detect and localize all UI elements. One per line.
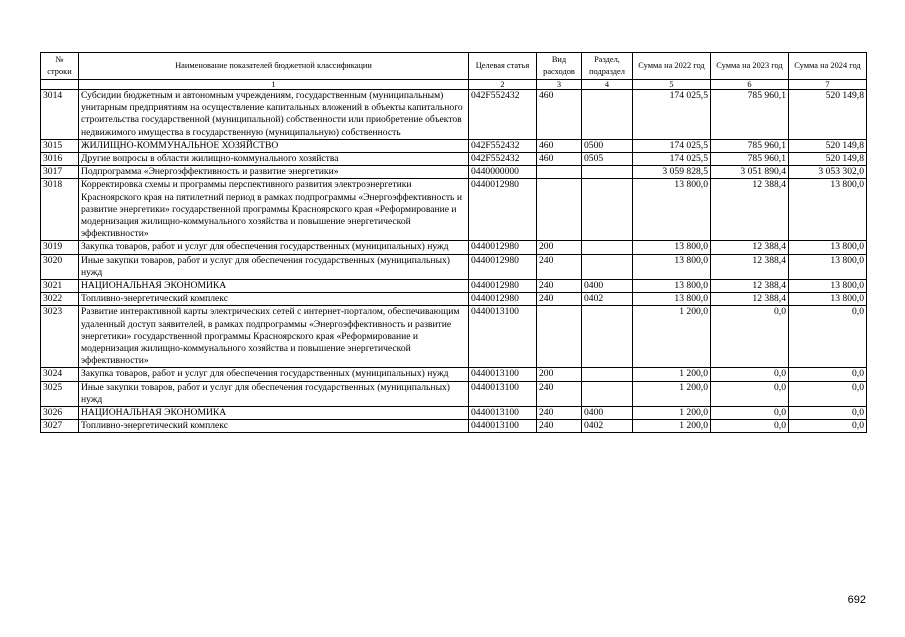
table-body [41,90,867,433]
table-row [41,293,867,306]
row-vid: 240 [537,420,582,433]
row-target-code: 042F552432 [469,139,537,152]
row-number: 3016 [41,153,79,166]
row-name: Другие вопросы в области жилищно-коммунального хозяйства [79,153,469,166]
row-number: 3027 [41,420,79,433]
row-name: Топливно-энергетический комплекс [79,420,469,433]
header-name: Наименование показателей бюджетной классификации [79,53,469,80]
column-number: 7 [789,80,867,90]
row-sum-2023: 12 388,4 [711,241,789,254]
row-sum-2022: 3 059 828,5 [633,166,711,179]
row-name: Развитие интерактивной карты электрических сетей с интернет-порталом, обеспечивающим удаленный доступ заявителей, в рамках подпрограммы «Энергоэффективность и развитие энергетики» государственной программы Красноярского края «Реформирование и модернизация жилищно-коммунального хозяйства и повышение энергетической эффективности» [79,306,469,368]
row-sum-2024: 13 800,0 [789,254,867,279]
row-number: 3025 [41,381,79,406]
row-number: 3023 [41,306,79,368]
row-target-code: 0440013100 [469,381,537,406]
header-row [41,53,867,80]
header-row-no: № строки [41,53,79,80]
row-number: 3024 [41,368,79,381]
row-sum-2024: 0,0 [789,420,867,433]
row-sum-2022: 13 800,0 [633,254,711,279]
row-number: 3021 [41,280,79,293]
row-sum-2023: 0,0 [711,407,789,420]
row-number: 3018 [41,179,79,241]
row-sum-2022: 13 800,0 [633,293,711,306]
table-row [41,381,867,406]
row-sum-2023: 12 388,4 [711,179,789,241]
row-sum-2022: 13 800,0 [633,179,711,241]
row-name: Корректировка схемы и программы перспективного развития электроэнергетики Красноярского края на пятилетний период в рамках подпрограммы «Энергоэффективность и развитие энергетики» государственной программы Красноярского края «Реформирование и модернизация жилищно-коммунального хозяйства и повышение энергетической эффективности» [79,179,469,241]
row-sum-2023: 0,0 [711,368,789,381]
row-razdel [582,179,633,241]
row-number: 3022 [41,293,79,306]
header-vid: Вид расходов [537,53,582,80]
row-sum-2024: 0,0 [789,381,867,406]
row-target-code: 042F552432 [469,153,537,166]
row-number: 3015 [41,139,79,152]
header-sum-2022: Сумма на 2022 год [633,53,711,80]
row-vid: 240 [537,293,582,306]
row-target-code: 0440000000 [469,166,537,179]
row-sum-2023: 0,0 [711,420,789,433]
row-name: Подпрограмма «Энергоэффективность и развитие энергетики» [79,166,469,179]
row-number: 3014 [41,90,79,140]
row-target-code: 0440013100 [469,306,537,368]
header-sum-2024: Сумма на 2024 год [789,53,867,80]
row-sum-2023: 0,0 [711,306,789,368]
row-vid: 200 [537,368,582,381]
row-sum-2024: 13 800,0 [789,241,867,254]
column-number: 4 [582,80,633,90]
table-row [41,241,867,254]
row-razdel: 0402 [582,293,633,306]
row-target-code: 0440012980 [469,241,537,254]
row-target-code: 042F552432 [469,90,537,140]
table-row [41,254,867,279]
row-sum-2024: 3 053 302,0 [789,166,867,179]
header-razdel: Раздел, подраздел [582,53,633,80]
row-vid [537,179,582,241]
table-row [41,179,867,241]
row-target-code: 0440013100 [469,420,537,433]
row-vid: 200 [537,241,582,254]
page-number: 692 [847,594,866,606]
row-sum-2022: 174 025,5 [633,153,711,166]
row-number: 3019 [41,241,79,254]
row-target-code: 0440012980 [469,179,537,241]
row-target-code: 0440012980 [469,293,537,306]
table-row [41,166,867,179]
row-sum-2022: 1 200,0 [633,368,711,381]
table-row [41,90,867,140]
row-sum-2024: 13 800,0 [789,280,867,293]
row-razdel [582,166,633,179]
row-razdel [582,368,633,381]
row-sum-2022: 13 800,0 [633,241,711,254]
row-razdel: 0400 [582,407,633,420]
row-number: 3026 [41,407,79,420]
row-name: Иные закупки товаров, работ и услуг для обеспечения государственных (муниципальных) нужд [79,254,469,279]
table-row [41,139,867,152]
row-sum-2022: 174 025,5 [633,139,711,152]
row-vid: 460 [537,153,582,166]
row-sum-2023: 12 388,4 [711,280,789,293]
row-razdel [582,241,633,254]
header-sum-2023: Сумма на 2023 год [711,53,789,80]
row-vid: 240 [537,381,582,406]
row-name: ЖИЛИЩНО-КОММУНАЛЬНОЕ ХОЗЯЙСТВО [79,139,469,152]
row-sum-2023: 12 388,4 [711,254,789,279]
row-sum-2022: 1 200,0 [633,407,711,420]
row-name: НАЦИОНАЛЬНАЯ ЭКОНОМИКА [79,280,469,293]
row-number: 3017 [41,166,79,179]
row-sum-2023: 0,0 [711,381,789,406]
row-vid [537,166,582,179]
row-razdel [582,254,633,279]
row-name: Иные закупки товаров, работ и услуг для обеспечения государственных (муниципальных) нужд [79,381,469,406]
row-sum-2023: 12 388,4 [711,293,789,306]
row-sum-2024: 13 800,0 [789,179,867,241]
row-razdel: 0402 [582,420,633,433]
row-target-code: 0440012980 [469,254,537,279]
column-number: 5 [633,80,711,90]
row-target-code: 0440012980 [469,280,537,293]
row-vid: 460 [537,139,582,152]
column-number-empty [41,80,79,90]
column-number-row [41,80,867,90]
budget-table [40,52,867,433]
row-razdel [582,381,633,406]
row-vid: 240 [537,407,582,420]
row-vid: 240 [537,254,582,279]
row-sum-2022: 13 800,0 [633,280,711,293]
column-number: 2 [469,80,537,90]
column-number: 3 [537,80,582,90]
row-sum-2024: 13 800,0 [789,293,867,306]
row-razdel: 0400 [582,280,633,293]
row-sum-2024: 0,0 [789,306,867,368]
row-razdel [582,306,633,368]
column-number: 1 [79,80,469,90]
row-number: 3020 [41,254,79,279]
table-row [41,306,867,368]
row-name: Закупка товаров, работ и услуг для обеспечения государственных (муниципальных) нужд [79,368,469,381]
row-name: НАЦИОНАЛЬНАЯ ЭКОНОМИКА [79,407,469,420]
table-row [41,280,867,293]
row-razdel: 0500 [582,139,633,152]
table-row [41,420,867,433]
row-sum-2022: 174 025,5 [633,90,711,140]
row-vid: 240 [537,280,582,293]
row-sum-2022: 1 200,0 [633,381,711,406]
row-target-code: 0440013100 [469,368,537,381]
row-sum-2022: 1 200,0 [633,420,711,433]
row-name: Субсидии бюджетным и автономным учреждениям, государственным (муниципальным) унитарным предприятиям на осуществление капитальных вложений в объекты капитального строительства государственной (муниципальной) собственности или приобретение объектов недвижимого имущества в государственную (муниципальную) собственность [79,90,469,140]
table-row [41,153,867,166]
row-sum-2024: 520 149,8 [789,139,867,152]
table-row [41,368,867,381]
row-sum-2024: 0,0 [789,407,867,420]
row-sum-2023: 3 051 890,4 [711,166,789,179]
table-row [41,407,867,420]
row-razdel [582,90,633,140]
row-sum-2024: 520 149,8 [789,90,867,140]
row-target-code: 0440013100 [469,407,537,420]
row-sum-2024: 0,0 [789,368,867,381]
row-sum-2023: 785 960,1 [711,90,789,140]
row-vid [537,306,582,368]
header-target: Целевая статья [469,53,537,80]
row-razdel: 0505 [582,153,633,166]
row-name: Закупка товаров, работ и услуг для обеспечения государственных (муниципальных) нужд [79,241,469,254]
row-sum-2024: 520 149,8 [789,153,867,166]
row-sum-2023: 785 960,1 [711,153,789,166]
row-sum-2022: 1 200,0 [633,306,711,368]
column-number: 6 [711,80,789,90]
row-sum-2023: 785 960,1 [711,139,789,152]
row-vid: 460 [537,90,582,140]
row-name: Топливно-энергетический комплекс [79,293,469,306]
